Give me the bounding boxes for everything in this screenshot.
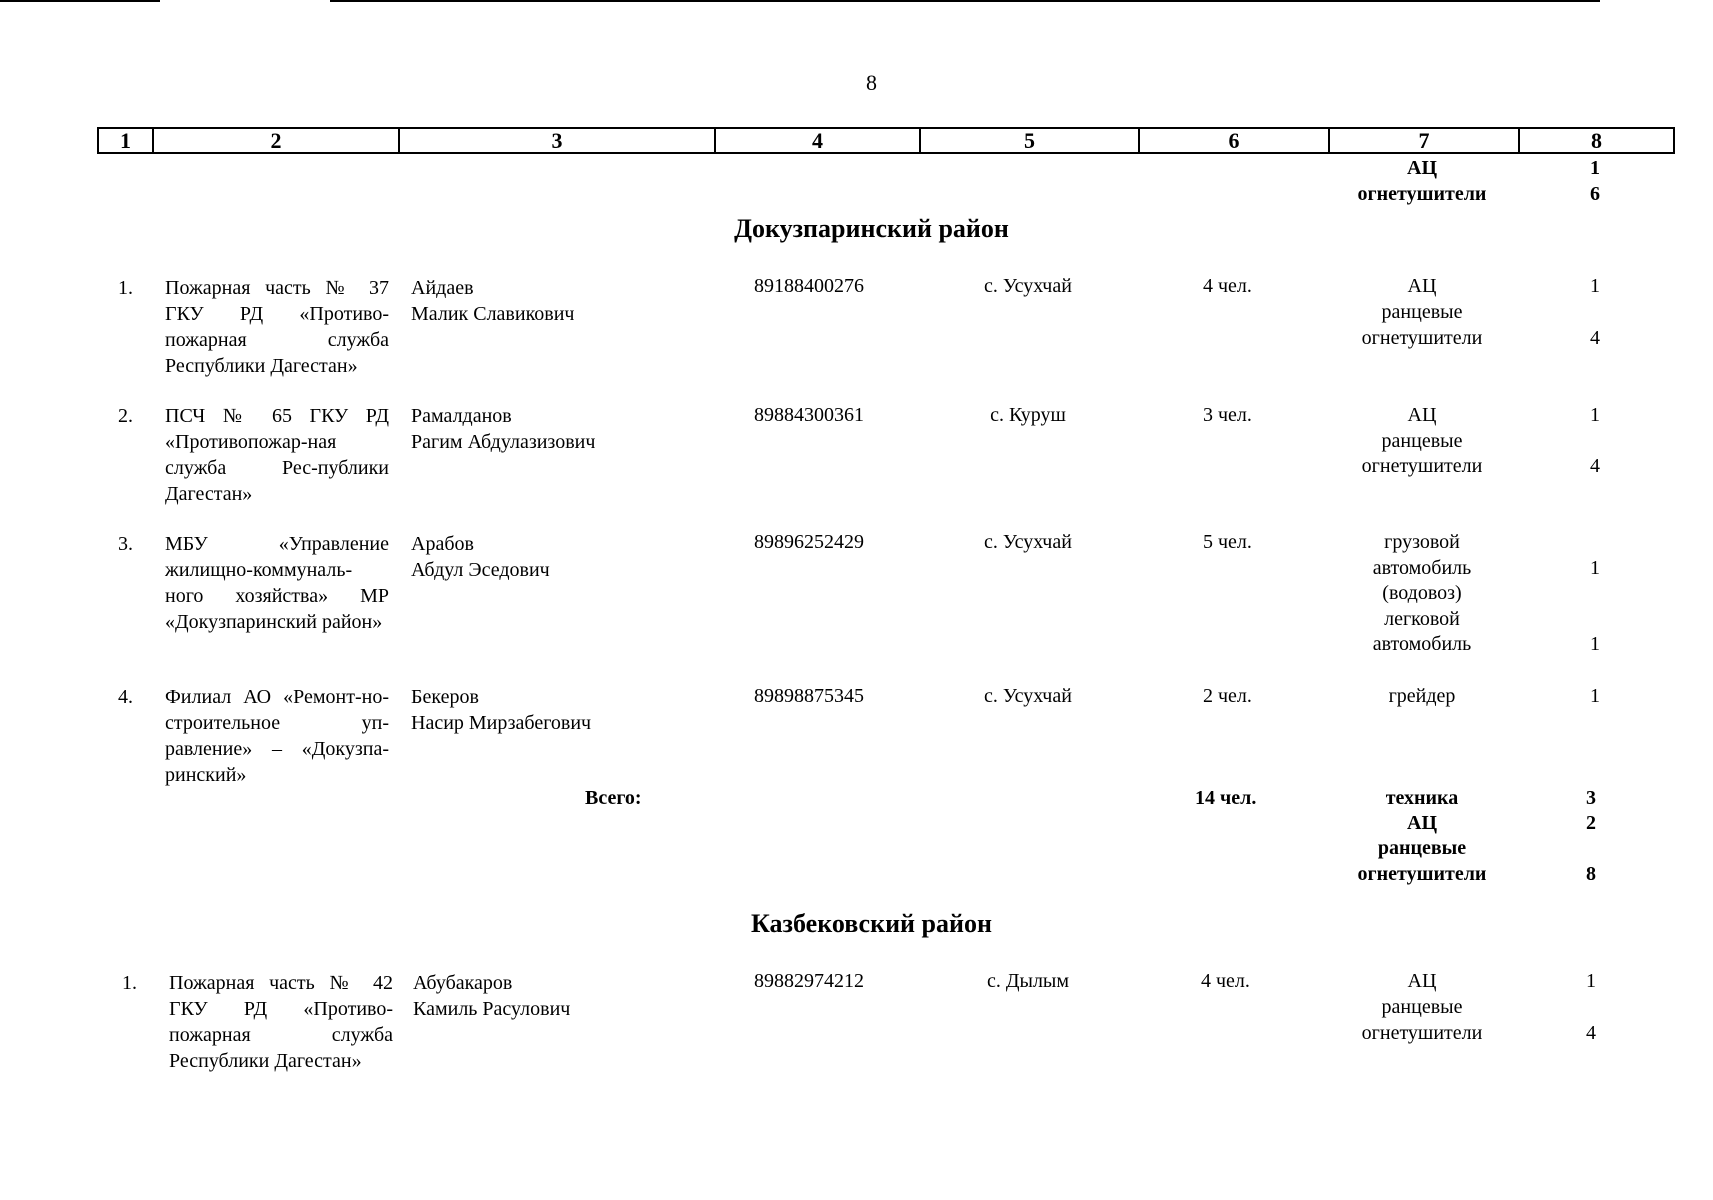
equipment-label: грузовой <box>1384 531 1460 553</box>
equipment-label: АЦ <box>1407 970 1437 992</box>
equipment-label: легковой <box>1384 608 1460 630</box>
total-equipment-count: 8 <box>1586 863 1596 885</box>
scan-edge-line <box>330 0 1600 2</box>
responsible-person-name: Малик Славикович <box>411 303 575 325</box>
equipment-label: грейдер <box>1388 685 1456 707</box>
equipment-label: ранцевые <box>1381 301 1463 323</box>
location: с. Усухчай <box>984 531 1072 553</box>
staff-count: 4 чел. <box>1201 970 1250 992</box>
responsible-person-surname: Рамалданов <box>411 405 512 427</box>
total-equipment-count: 3 <box>1586 787 1596 809</box>
equipment-label: (водовоз) <box>1382 582 1462 604</box>
organization-name: Пожарная часть № 42 ГКУ РД «Противо-пожарная служба Республики Дагестан» <box>169 972 393 1072</box>
organization-name: МБУ «Управление жилищно-коммуналь-ного хозяйства» МР «Докузпаринский район» <box>165 533 389 633</box>
district-title: Казбековский район <box>751 909 992 938</box>
equipment-count: 1 <box>1590 685 1600 707</box>
equipment-count: 4 <box>1590 327 1600 349</box>
column-number: 4 <box>716 129 921 152</box>
column-number: 2 <box>154 129 400 152</box>
equipment-label: ранцевые <box>1381 996 1463 1018</box>
total-equipment-label: техника <box>1385 787 1459 809</box>
total-staff: 14 чел. <box>1195 787 1257 809</box>
column-number: 1 <box>99 129 154 152</box>
equipment-count: 4 <box>1590 455 1600 477</box>
equipment-count: 1 <box>1590 633 1600 655</box>
equipment-label: огнетушители <box>1361 327 1483 349</box>
staff-count: 5 чел. <box>1203 531 1252 553</box>
phone-number: 89898875345 <box>754 685 864 707</box>
staff-count: 2 чел. <box>1203 685 1252 707</box>
row-number: 1. <box>118 277 133 299</box>
district-title: Докузпаринский район <box>734 214 1009 243</box>
carryover-count: 6 <box>1590 183 1600 205</box>
column-number: 5 <box>921 129 1140 152</box>
equipment-label: огнетушители <box>1361 455 1483 477</box>
equipment-count: 1 <box>1590 557 1600 579</box>
responsible-person-surname: Бекеров <box>411 686 479 708</box>
location: с. Куруш <box>990 404 1066 426</box>
carryover-count: 1 <box>1590 157 1600 179</box>
equipment-count: 1 <box>1590 275 1600 297</box>
responsible-person-name: Абдул Эседович <box>411 559 550 581</box>
column-number-header <box>97 127 1675 154</box>
location: с. Усухчай <box>984 685 1072 707</box>
row-number: 3. <box>118 533 133 555</box>
equipment-count: 1 <box>1590 404 1600 426</box>
location: с. Усухчай <box>984 275 1072 297</box>
total-label: Всего: <box>585 787 642 809</box>
responsible-person-name: Рагим Абдулазизович <box>411 431 596 453</box>
equipment-label: автомобиль <box>1372 633 1472 655</box>
responsible-person-name: Камиль Расулович <box>413 998 571 1020</box>
staff-count: 3 чел. <box>1203 404 1252 426</box>
responsible-person-surname: Айдаев <box>411 277 474 299</box>
total-equipment-label: огнетушители <box>1357 863 1487 885</box>
column-number: 6 <box>1140 129 1330 152</box>
total-equipment-label: АЦ <box>1407 812 1437 834</box>
equipment-label: АЦ <box>1407 404 1437 426</box>
organization-name: Пожарная часть № 37 ГКУ РД «Противо-пожарная служба Республики Дагестан» <box>165 277 389 377</box>
row-number: 2. <box>118 405 133 427</box>
phone-number: 89884300361 <box>754 404 864 426</box>
column-number: 8 <box>1591 128 1602 153</box>
location: с. Дылым <box>986 970 1070 992</box>
equipment-label: огнетушители <box>1361 1022 1483 1044</box>
column-number: 3 <box>400 129 716 152</box>
phone-number: 89882974212 <box>754 970 864 992</box>
carryover-equipment: АЦ <box>1407 157 1437 179</box>
organization-name: ПСЧ № 65 ГКУ РД «Противопожар-ная служба Рес-публики Дагестан» <box>165 405 389 505</box>
equipment-label: автомобиль <box>1372 557 1472 579</box>
scan-edge-line <box>0 0 160 2</box>
equipment-label: ранцевые <box>1381 430 1463 452</box>
column-number: 7 <box>1330 129 1520 152</box>
responsible-person-name: Насир Мирзабегович <box>411 712 592 734</box>
staff-count: 4 чел. <box>1203 275 1252 297</box>
carryover-equipment: огнетушители <box>1357 183 1487 205</box>
page-number: 8 <box>866 70 877 95</box>
row-number: 4. <box>118 686 133 708</box>
total-equipment-label: ранцевые <box>1377 837 1467 859</box>
row-number: 1. <box>122 972 137 994</box>
equipment-label: АЦ <box>1407 275 1437 297</box>
total-equipment-count: 2 <box>1586 812 1596 834</box>
phone-number: 89896252429 <box>754 531 864 553</box>
equipment-count: 4 <box>1586 1022 1596 1044</box>
responsible-person-surname: Арабов <box>411 533 474 555</box>
organization-name: Филиал АО «Ремонт-но-строительное уп-равление» – «Докузпа-ринский» <box>165 686 389 786</box>
responsible-person-surname: Абубакаров <box>413 972 513 994</box>
equipment-count: 1 <box>1586 970 1596 992</box>
phone-number: 89188400276 <box>754 275 864 297</box>
